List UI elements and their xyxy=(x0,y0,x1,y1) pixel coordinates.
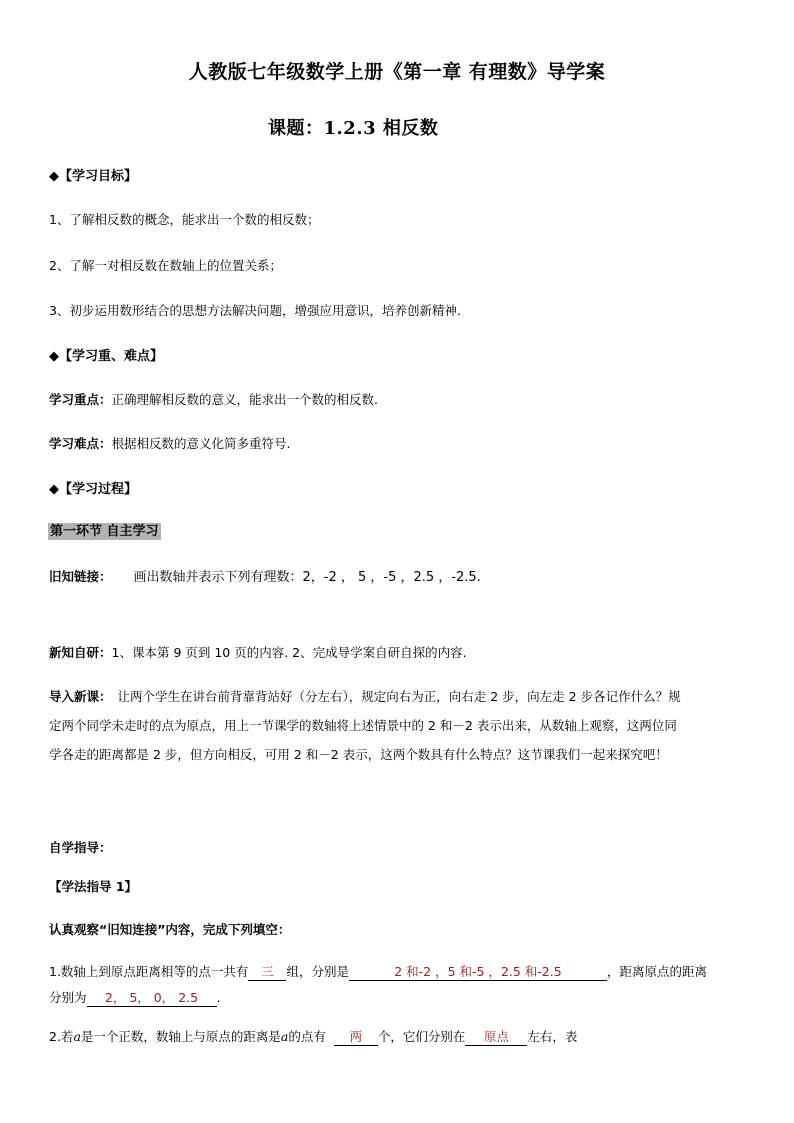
difficulty-text: 根据相反数的意义化简多重符号. xyxy=(111,436,291,451)
intro-line: 学各走的距离都是 2 步，但方向相反，可用 2 和－2 表示，这两个数具有什么特点？这节课我们一起来探究吧！ xyxy=(49,747,668,762)
objectives-heading: ◆【学习目标】 xyxy=(49,169,137,184)
objective-item: 2、了解一对相反数在数轴上的位置关系； xyxy=(49,258,282,273)
keypoints-heading: ◆【学习重、难点】 xyxy=(49,349,163,364)
intro-label: 导入新课： xyxy=(49,689,112,704)
objective-item: 1、了解相反数的概念，能求出一个数的相反数； xyxy=(49,212,320,227)
review-text: 画出数轴并表示下列有理数：2，-2 ， 5 ，-5 ，2.5 ，-2.5. xyxy=(133,570,481,585)
objective-item: 3、初步运用数形结合的思想方法解决问题，增强应用意识，培养创新精神. xyxy=(49,303,461,318)
focus-line xyxy=(49,390,378,408)
selfstudy-line xyxy=(49,643,467,661)
focus-text: 正确理解相反数的意义，能求出一个数的相反数. xyxy=(111,392,378,407)
difficulty-line xyxy=(49,434,291,452)
question-2-line-1: 2.若a是一个正数，数轴上与原点的距离是a的点有 两 个，它们分别在 原点 左右，表 xyxy=(49,1029,578,1044)
intro-line: 定两个同学未走时的点为原点，用上一节课学的数轴将上述情景中的 2 和－2 表示出来，从数轴上观察，这两位同 xyxy=(49,718,677,733)
guide-heading: 【学法指导 1】 xyxy=(49,879,138,894)
process-heading: ◆【学习过程】 xyxy=(49,482,137,497)
difficulty-label: 学习难点： xyxy=(49,436,112,451)
answer-blank: 2 和-2 ，5 和-5 ，2.5 和-2.5 xyxy=(349,962,607,981)
selfstudy-text: 1、课本第 9 页到 10 页的内容. 2、完成导学案自研自探的内容. xyxy=(111,645,467,660)
section-label-text: 第一环节 自主学习 xyxy=(50,524,159,539)
document-title: 人教版七年级数学上册《第一章 有理数》导学案 xyxy=(188,61,606,83)
selfstudy-label: 新知自研： xyxy=(49,645,112,660)
answer-blank: 2， 5， 0， 2.5 xyxy=(87,988,217,1007)
question-1-line-2: 分别为 2， 5， 0， 2.5 . xyxy=(49,990,221,1005)
section-label xyxy=(48,520,161,539)
intro-line: 导入新课： 让两个学生在讲台前背靠背站好（分左右），规定向右为正，向右走 2 步，向左走 2 步各记作什么？规 xyxy=(49,689,681,704)
intro-paragraph xyxy=(49,682,749,769)
answer-blank: 原点 xyxy=(465,1027,527,1046)
question-1-line-1: 1.数轴上到原点距离相等的点一共有 三 组，分别是 2 和-2 ，5 和-5 ，2.5 和-2.5 ，距离原点的距离 xyxy=(49,964,707,979)
observe-instruction: 认真观察“旧知连接”内容，完成下列填空： xyxy=(49,922,291,937)
answer-blank: 两 xyxy=(334,1027,378,1046)
lesson-subtitle: 课题：1.2.3 相反数 xyxy=(268,118,439,139)
answer-blank: 三 xyxy=(248,962,286,981)
review-line xyxy=(49,566,481,585)
guide-label: 自学指导： xyxy=(49,840,112,855)
review-label: 旧知链接： xyxy=(49,569,112,584)
focus-label: 学习重点： xyxy=(49,392,112,407)
